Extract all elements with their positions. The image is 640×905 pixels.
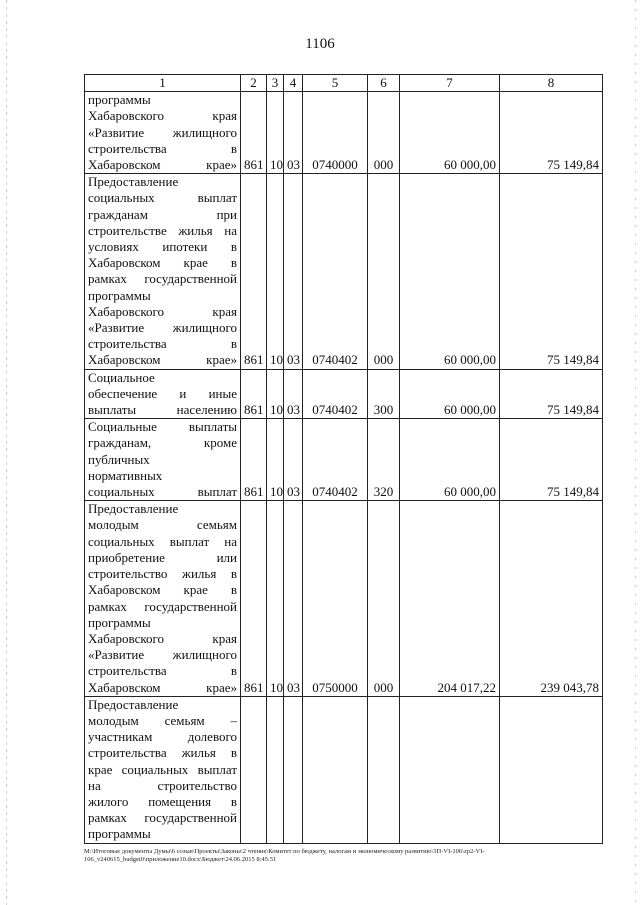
description-line: программы [88,826,151,842]
description-line: жилого помещения в [88,793,237,809]
description-line: обеспечение и иные [88,385,237,401]
ministry-code: 861 [241,92,267,174]
ministry-code: 861 [241,369,267,419]
target-item-code: 0740000 [303,92,368,174]
description-line: крае социальных выплат [88,761,237,777]
description-line: Хабаровском крае в [88,582,237,598]
table-row [85,696,603,843]
description-line: Предоставление [88,501,179,517]
column-header: 4 [284,75,303,92]
description-line: выплаты населению [88,402,237,418]
description-line: строительства в [88,336,237,352]
description-line: программы [88,287,151,303]
description-line: Социальное [88,369,155,385]
description-line: социальных выплат [88,484,237,500]
description-line: нормативных [88,467,163,483]
column-header: 6 [368,75,400,92]
description-line: строительства жилья в [88,745,237,761]
description-line: публичных [88,451,150,467]
ministry-code: 861 [241,419,267,501]
amount-year-1: 60 000,00 [400,419,500,501]
subsection-code [284,696,303,843]
description-line: «Развитие жилищного [88,320,237,336]
description-line: строительстве жилья на [88,222,237,238]
amount-year-2: 75 149,84 [500,369,603,419]
description-line: Хабаровском крае» [88,679,237,695]
subsection-code: 03 [284,419,303,501]
footer-line: М:\Итоговые документы Думы\6 созыв\Проекты\Законы\2 чтение\Комитет по бюджету, налогам и экономическому развитию\3П-VI-106\zp2-VI- [84,848,485,855]
amount-year-1: 60 000,00 [400,369,500,419]
description-line: Хабаровского края [88,303,237,319]
page-number: 1106 [305,36,335,52]
description-line: Предоставление [88,174,179,190]
subsection-code: 03 [284,369,303,419]
amount-year-2: 75 149,84 [500,92,603,174]
description-line: строительства в [88,140,237,156]
description-line: Хабаровском крае» [88,352,237,368]
description-line: участникам долевого [88,729,237,745]
amount-year-2 [500,696,603,843]
row-description [85,92,241,174]
expense-type-code: 320 [368,419,400,501]
description-line: социальных выплат на [88,533,237,549]
table-body [85,92,603,843]
budget-table [84,74,603,844]
target-item-code: 0740402 [303,369,368,419]
expense-type-code [368,696,400,843]
row-description [85,174,241,369]
amount-year-1: 60 000,00 [400,92,500,174]
row-description [85,501,241,696]
amount-year-2: 239 043,78 [500,501,603,696]
description-line: молодым семьям – [88,712,237,728]
table-row [85,92,603,174]
column-header: 2 [241,75,267,92]
expense-type-code: 000 [368,174,400,369]
target-item-code: 0750000 [303,501,368,696]
target-item-code [303,696,368,843]
section-code: 10 [267,369,284,419]
row-description [85,369,241,419]
description-line: строительства в [88,663,237,679]
table-row [85,419,603,501]
description-line: Хабаровского края [88,108,237,124]
description-line: Социальные выплаты [88,419,237,435]
description-line: приобретение или [88,549,237,565]
description-line: Хабаровского края [88,630,237,646]
amount-year-2: 75 149,84 [500,419,603,501]
amount-year-2: 75 149,84 [500,174,603,369]
expense-type-code: 000 [368,92,400,174]
column-header: 3 [267,75,284,92]
description-line: «Развитие жилищного [88,124,237,140]
amount-year-1 [400,696,500,843]
row-description [85,419,241,501]
column-header: 1 [85,75,241,92]
description-line: гражданам при [88,206,237,222]
section-code: 10 [267,501,284,696]
section-code: 10 [267,92,284,174]
description-line: программы [88,92,151,108]
subsection-code: 03 [284,501,303,696]
column-header: 7 [400,75,500,92]
description-line: программы [88,614,151,630]
table-header-row [85,75,603,92]
description-line: социальных выплат [88,190,237,206]
description-line: рамках государственной [88,810,237,826]
description-line: Хабаровском крае» [88,157,237,173]
subsection-code: 03 [284,174,303,369]
description-line: Предоставление [88,696,179,712]
description-line: гражданам, кроме [88,435,237,451]
table-row [85,501,603,696]
description-line: рамках государственной [88,271,237,287]
description-line: условиях ипотеки в [88,239,237,255]
section-code: 10 [267,419,284,501]
amount-year-1: 60 000,00 [400,174,500,369]
description-line: «Развитие жилищного [88,647,237,663]
description-line: рамках государственной [88,598,237,614]
section-code: 10 [267,174,284,369]
amount-year-1: 204 017,22 [400,501,500,696]
ministry-code [241,696,267,843]
column-header: 5 [303,75,368,92]
expense-type-code: 300 [368,369,400,419]
target-item-code: 0740402 [303,174,368,369]
target-item-code: 0740402 [303,419,368,501]
description-line: строительство жилья в [88,566,237,582]
scan-right-edge [635,0,636,905]
ministry-code: 861 [241,174,267,369]
description-line: на строительство [88,777,237,793]
subsection-code: 03 [284,92,303,174]
column-header: 8 [500,75,603,92]
file-path-footer [84,848,604,864]
row-description [85,696,241,843]
description-line: молодым семьям [88,517,237,533]
table-row [85,369,603,419]
description-line: Хабаровском крае в [88,255,237,271]
scan-left-edge [6,0,7,905]
expense-type-code: 000 [368,501,400,696]
ministry-code: 861 [241,501,267,696]
table-row [85,174,603,369]
section-code [267,696,284,843]
footer-line: 106_v240615_budget0\приложение10.docx\Бюджет\24.06.2015 8:45:51 [84,856,277,863]
